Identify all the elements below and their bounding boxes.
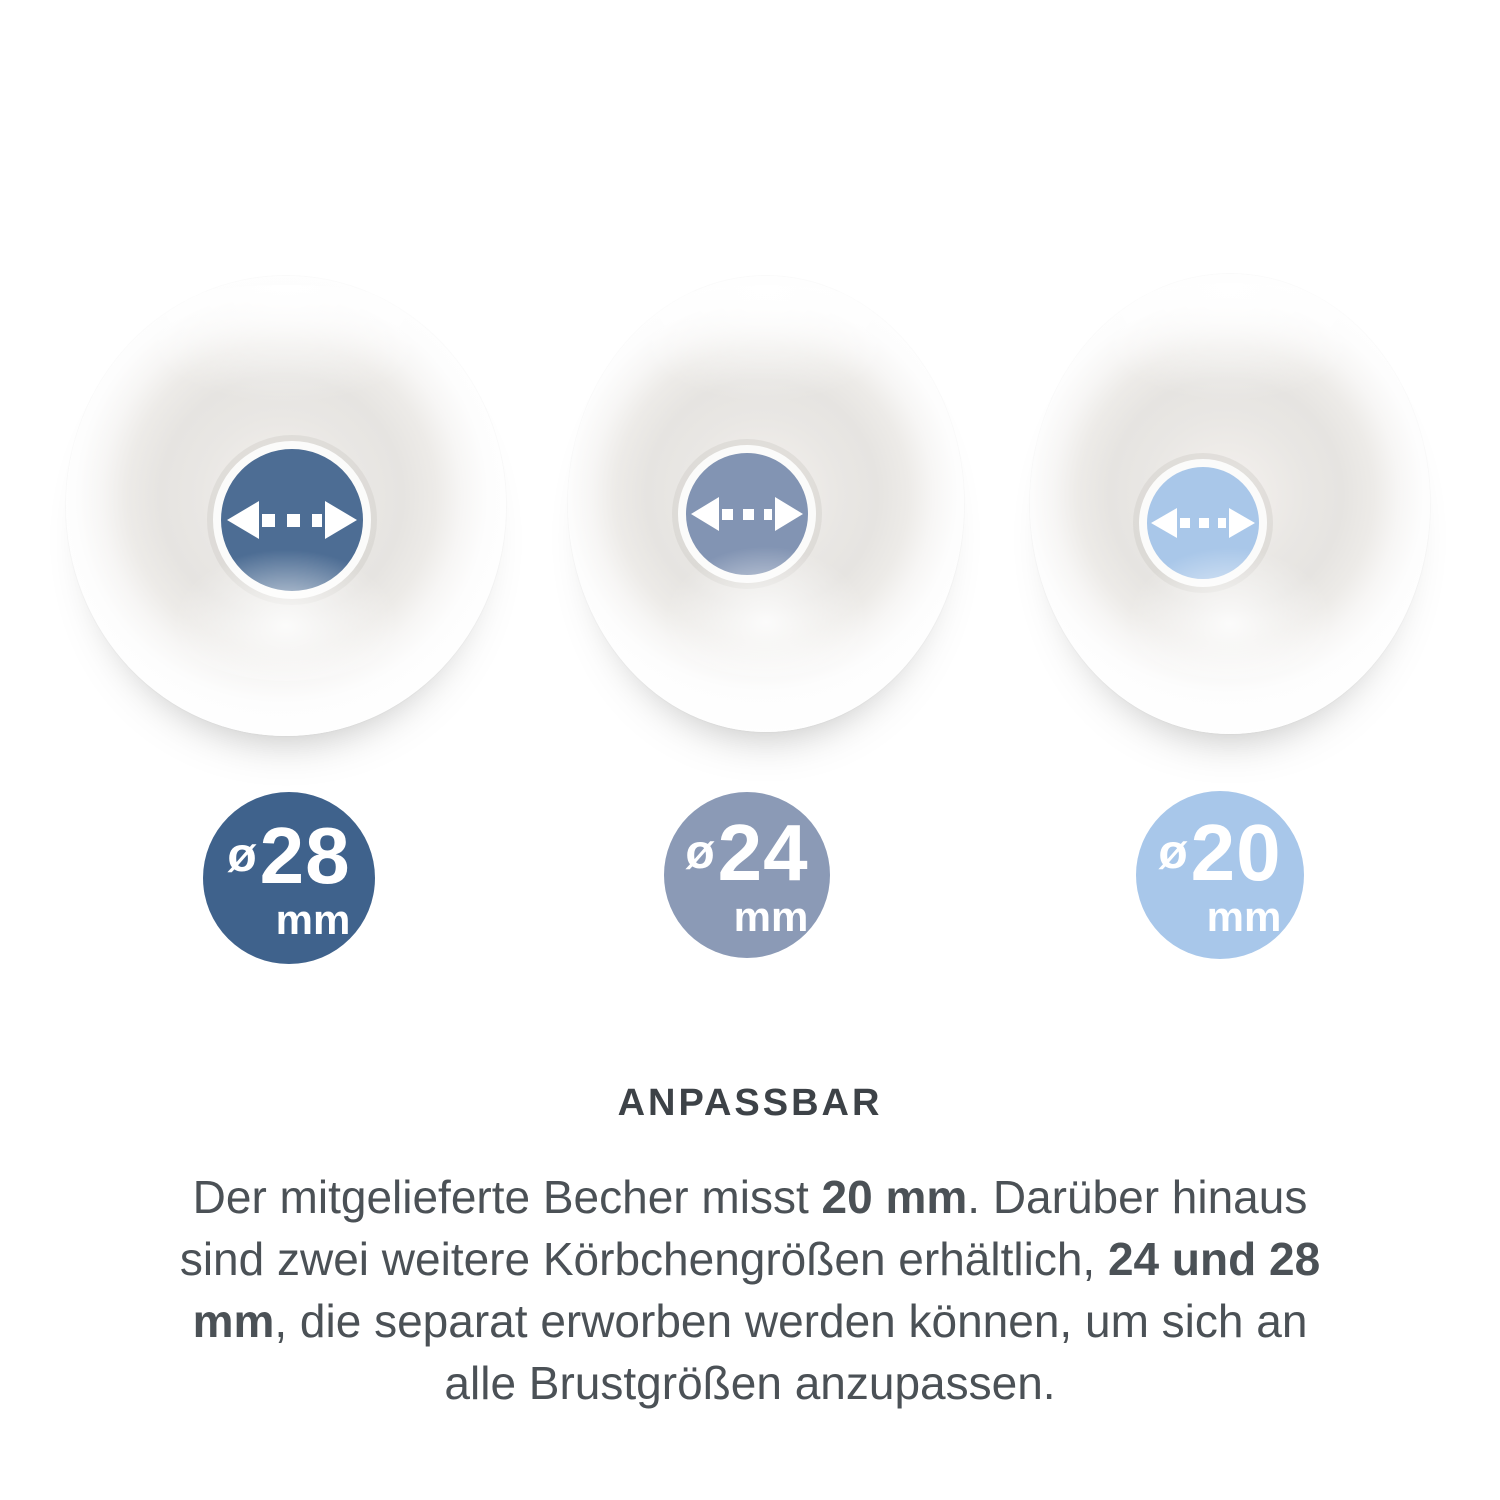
- size-value: 20: [1190, 807, 1282, 897]
- section-heading: ANPASSBAR: [617, 1082, 883, 1124]
- info-paragraph: Der mitgelieferte Becher misst 20 mm. Darüber hinaus sind zwei weitere Körbchengrößen erhältlich, 24 und 28 mm, die separat erworben werden können, um sich an alle Brustgrößen anzupassen.: [179, 1171, 1321, 1409]
- arrow-dotted-shaft: [722, 509, 772, 520]
- breast-shield-photo-28mm: [66, 276, 506, 736]
- arrow-left-head: [691, 497, 719, 531]
- size-unit: mm: [733, 892, 809, 940]
- arrow-right-head: [775, 497, 803, 531]
- arrow-dotted-shaft: [1180, 518, 1225, 528]
- size-badge-label: [1158, 807, 1282, 940]
- size-unit: mm: [1206, 892, 1282, 940]
- size-value: 28: [259, 810, 351, 900]
- arrow-right-head: [325, 501, 357, 539]
- nipple-tunnel-24mm: [678, 445, 816, 583]
- diameter-arrow-icon: [1151, 508, 1254, 538]
- nipple-tunnel-20mm: [1139, 459, 1267, 587]
- nipple-tunnel-28mm: [213, 441, 371, 599]
- size-value: 24: [717, 807, 809, 897]
- arrow-left-head: [1151, 508, 1177, 538]
- arrow-right-head: [1229, 508, 1255, 538]
- breast-shield-photo-24mm: [568, 276, 964, 732]
- diameter-symbol: ø: [685, 825, 715, 879]
- size-unit: mm: [275, 895, 351, 943]
- arrow-left-head: [227, 501, 259, 539]
- diameter-symbol: ø: [227, 828, 257, 882]
- size-badge-28mm: [203, 792, 375, 964]
- diameter-symbol: ø: [1158, 825, 1188, 879]
- diameter-arrow-icon: [691, 497, 803, 531]
- size-badge-label: [685, 807, 809, 940]
- breast-shield-photo-20mm: [1030, 274, 1430, 734]
- arrow-dotted-shaft: [262, 514, 323, 527]
- size-badge-20mm: [1136, 791, 1304, 959]
- size-badge-24mm: [664, 792, 830, 958]
- diameter-arrow-icon: [227, 501, 358, 539]
- size-badge-label: [227, 810, 351, 943]
